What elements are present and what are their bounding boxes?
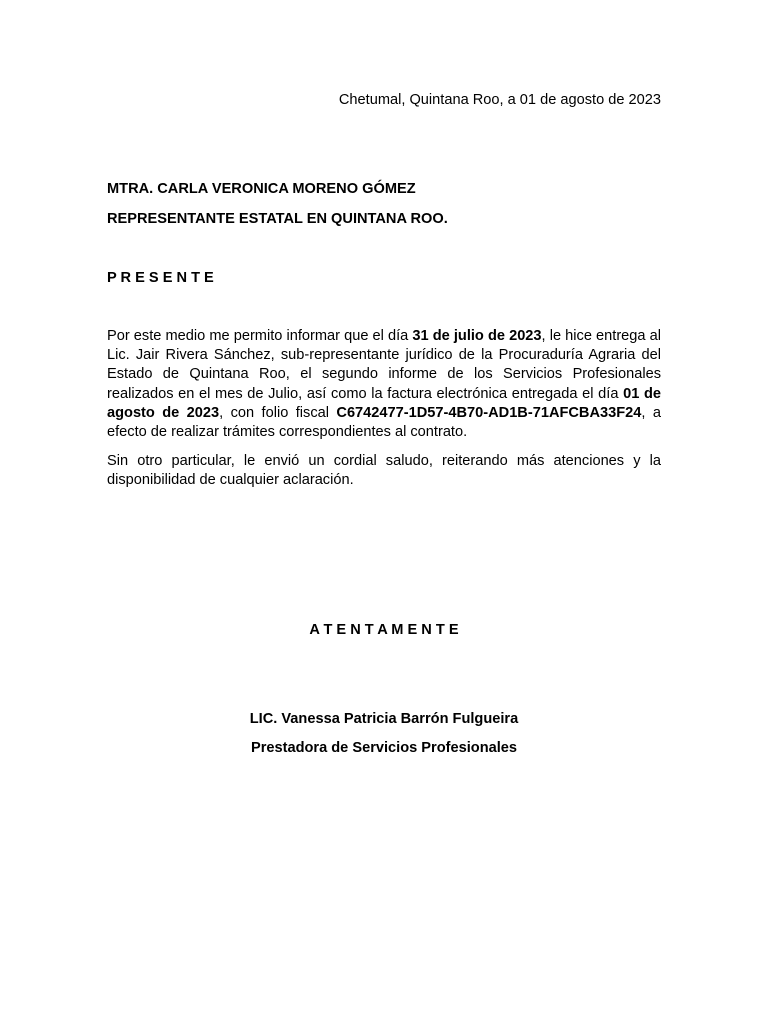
paragraph-1-text-2: , le hice entrega al Lic. Jair Rivera Sánchez, sub-representante jurídico de la Procuraduría Agraria del Estado de Quintana Roo, el segundo informe de los Servicios Profesionales realizados en el mes de Julio, así como la factura electrónica entregada el día — [107, 328, 661, 402]
date-line: Chetumal, Quintana Roo, a 01 de agosto de 2023 — [338, 92, 661, 108]
paragraph-1-text-4: , a efecto de realizar trámites correspondientes al contrato. — [107, 404, 661, 441]
paragraph-1-text-1: Por este medio me permito informar que el día — [107, 328, 413, 344]
invoice-date: 01 de agosto de 2023 — [107, 385, 661, 421]
greeting: P R E S E N T E — [107, 270, 214, 286]
signer-role: Prestadora de Servicios Profesionales — [250, 740, 518, 756]
recipient-name: MTRA. CARLA VERONICA MORENO GÓMEZ — [107, 181, 416, 197]
letter-body — [107, 327, 661, 491]
recipient-title: REPRESENTANTE ESTATAL EN QUINTANA ROO. — [107, 211, 448, 227]
body-paragraph-2: Sin otro particular, le envió un cordial saludo, reiterando más atenciones y la disponibilidad de cualquier aclaración. — [107, 453, 661, 489]
signer-name: LIC. Vanessa Patricia Barrón Fulgueira — [249, 711, 519, 727]
report-date: 31 de julio de 2023 — [412, 328, 542, 344]
paragraph-1-text-3: , con folio fiscal — [219, 404, 337, 421]
body-paragraph-1 — [107, 327, 661, 442]
closing: A T E N T A M E N T E — [309, 622, 459, 638]
fiscal-folio: C6742477-1D57-4B70-AD1B-71AFCBA33F24 — [336, 404, 642, 421]
